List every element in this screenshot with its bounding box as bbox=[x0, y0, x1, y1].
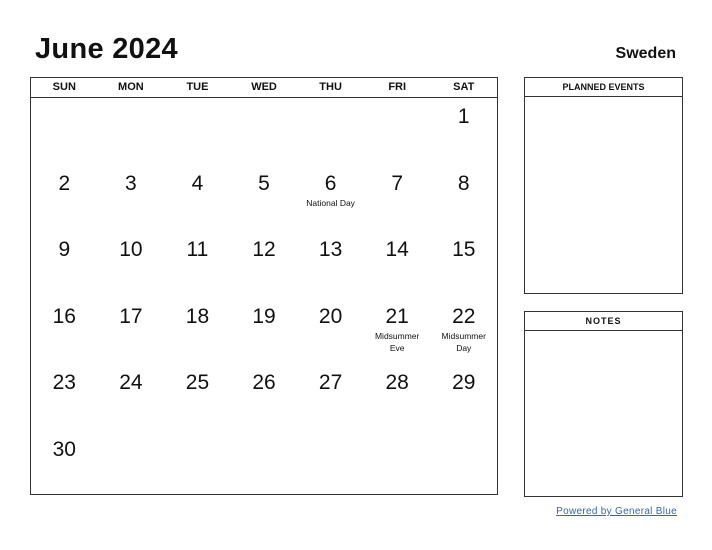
day-number: 18 bbox=[185, 304, 210, 328]
day-number bbox=[297, 431, 364, 438]
calendar-week-row bbox=[31, 298, 497, 365]
day-number: 27 bbox=[318, 371, 343, 394]
calendar-week-row bbox=[31, 231, 497, 298]
day-number: 15 bbox=[452, 238, 476, 261]
country-label: Sweden bbox=[615, 45, 676, 62]
calendar-day-cell bbox=[364, 431, 431, 498]
day-number: 24 bbox=[119, 371, 143, 394]
day-number bbox=[164, 431, 231, 438]
calendar-day-cell bbox=[98, 431, 165, 498]
calendar-day-cell bbox=[231, 364, 298, 431]
day-number bbox=[98, 98, 165, 105]
calendar-day-cell bbox=[231, 231, 298, 298]
calendar-day-cell bbox=[31, 231, 98, 298]
weekday-mon: MON bbox=[118, 81, 144, 93]
planned-events-panel bbox=[524, 77, 683, 294]
day-number bbox=[231, 98, 298, 105]
calendar-day-cell bbox=[98, 231, 165, 298]
calendar-day-cell bbox=[231, 298, 298, 365]
day-number: 8 bbox=[457, 171, 470, 195]
calendar-day-cell bbox=[297, 298, 364, 365]
day-number bbox=[364, 431, 431, 438]
day-number: 16 bbox=[52, 304, 76, 328]
calendar-day-cell bbox=[31, 431, 98, 498]
day-number: 9 bbox=[58, 238, 71, 261]
day-number: 1 bbox=[457, 105, 470, 128]
day-number bbox=[364, 98, 431, 105]
calendar-week-row bbox=[31, 165, 497, 232]
weekday-tue: TUE bbox=[186, 81, 209, 93]
calendar-day-cell bbox=[297, 231, 364, 298]
calendar-day-cell bbox=[430, 298, 497, 365]
day-number: 28 bbox=[385, 371, 409, 394]
calendar-day-cell bbox=[98, 98, 165, 165]
notes-header: NOTES bbox=[525, 312, 682, 331]
calendar-day-cell bbox=[297, 165, 364, 232]
day-number: 22 bbox=[452, 304, 476, 328]
powered-by-link[interactable]: Powered by General Blue bbox=[556, 506, 677, 517]
calendar-day-cell bbox=[164, 165, 231, 232]
calendar-day-cell bbox=[231, 431, 298, 498]
day-number: 12 bbox=[252, 238, 276, 261]
calendar-day-cell bbox=[297, 364, 364, 431]
day-number: 23 bbox=[52, 371, 76, 394]
day-number: 20 bbox=[318, 304, 343, 328]
day-number bbox=[31, 98, 98, 105]
calendar-grid bbox=[30, 77, 498, 495]
day-number: 4 bbox=[191, 171, 204, 195]
planned-events-header: PLANNED EVENTS bbox=[525, 78, 682, 97]
weekday-header-row bbox=[31, 78, 497, 98]
calendar-day-cell bbox=[231, 165, 298, 232]
weekday-sun: SUN bbox=[52, 81, 76, 93]
day-number: 21 bbox=[385, 304, 409, 328]
calendar-day-cell bbox=[364, 165, 431, 232]
day-number: 10 bbox=[119, 238, 143, 261]
day-number bbox=[231, 431, 298, 438]
holiday-label: National Day bbox=[306, 197, 355, 208]
calendar-week-row bbox=[31, 431, 497, 498]
calendar-weeks bbox=[31, 98, 497, 497]
calendar-week-row bbox=[31, 98, 497, 165]
day-number bbox=[430, 431, 497, 438]
calendar-day-cell bbox=[31, 298, 98, 365]
calendar-day-cell bbox=[98, 298, 165, 365]
calendar-day-cell bbox=[31, 364, 98, 431]
day-number bbox=[164, 98, 231, 105]
calendar-day-cell bbox=[231, 98, 298, 165]
day-number bbox=[297, 98, 364, 105]
calendar-day-cell bbox=[364, 98, 431, 165]
calendar-day-cell bbox=[98, 364, 165, 431]
calendar-day-cell bbox=[430, 231, 497, 298]
holiday-label: Midsummer Eve bbox=[374, 330, 420, 353]
day-number: 14 bbox=[385, 238, 409, 261]
calendar-day-cell bbox=[364, 364, 431, 431]
day-number: 13 bbox=[318, 238, 343, 261]
day-number: 25 bbox=[185, 371, 210, 394]
calendar-day-cell bbox=[430, 364, 497, 431]
calendar-day-cell bbox=[297, 98, 364, 165]
weekday-thu: THU bbox=[319, 81, 342, 93]
calendar-day-cell bbox=[164, 98, 231, 165]
day-number: 6 bbox=[324, 171, 337, 195]
weekday-sat: SAT bbox=[453, 81, 475, 93]
day-number: 11 bbox=[186, 238, 209, 261]
calendar-day-cell bbox=[430, 165, 497, 232]
calendar-day-cell bbox=[164, 298, 231, 365]
day-number: 29 bbox=[452, 371, 476, 394]
calendar-day-cell bbox=[31, 98, 98, 165]
notes-panel bbox=[524, 311, 683, 497]
calendar-day-cell bbox=[164, 364, 231, 431]
page-title: June 2024 bbox=[35, 33, 178, 65]
weekday-wed: WED bbox=[251, 81, 277, 93]
day-number: 5 bbox=[258, 171, 270, 195]
calendar-week-row bbox=[31, 364, 497, 431]
calendar-day-cell bbox=[430, 431, 497, 498]
day-number: 19 bbox=[252, 304, 276, 328]
calendar-day-cell bbox=[31, 165, 98, 232]
day-number: 30 bbox=[52, 437, 76, 461]
calendar-day-cell bbox=[364, 298, 431, 365]
calendar-day-cell bbox=[164, 431, 231, 498]
holiday-label: Midsummer Day bbox=[441, 330, 486, 353]
day-number: 17 bbox=[119, 304, 143, 328]
calendar-day-cell bbox=[164, 231, 231, 298]
calendar-day-cell bbox=[297, 431, 364, 498]
day-number: 3 bbox=[125, 171, 137, 195]
day-number bbox=[98, 431, 165, 438]
day-number: 26 bbox=[252, 371, 276, 394]
day-number: 2 bbox=[58, 171, 71, 195]
calendar-day-cell bbox=[364, 231, 431, 298]
day-number: 7 bbox=[391, 171, 404, 195]
calendar-day-cell bbox=[98, 165, 165, 232]
weekday-fri: FRI bbox=[388, 81, 407, 93]
calendar-day-cell bbox=[430, 98, 497, 165]
